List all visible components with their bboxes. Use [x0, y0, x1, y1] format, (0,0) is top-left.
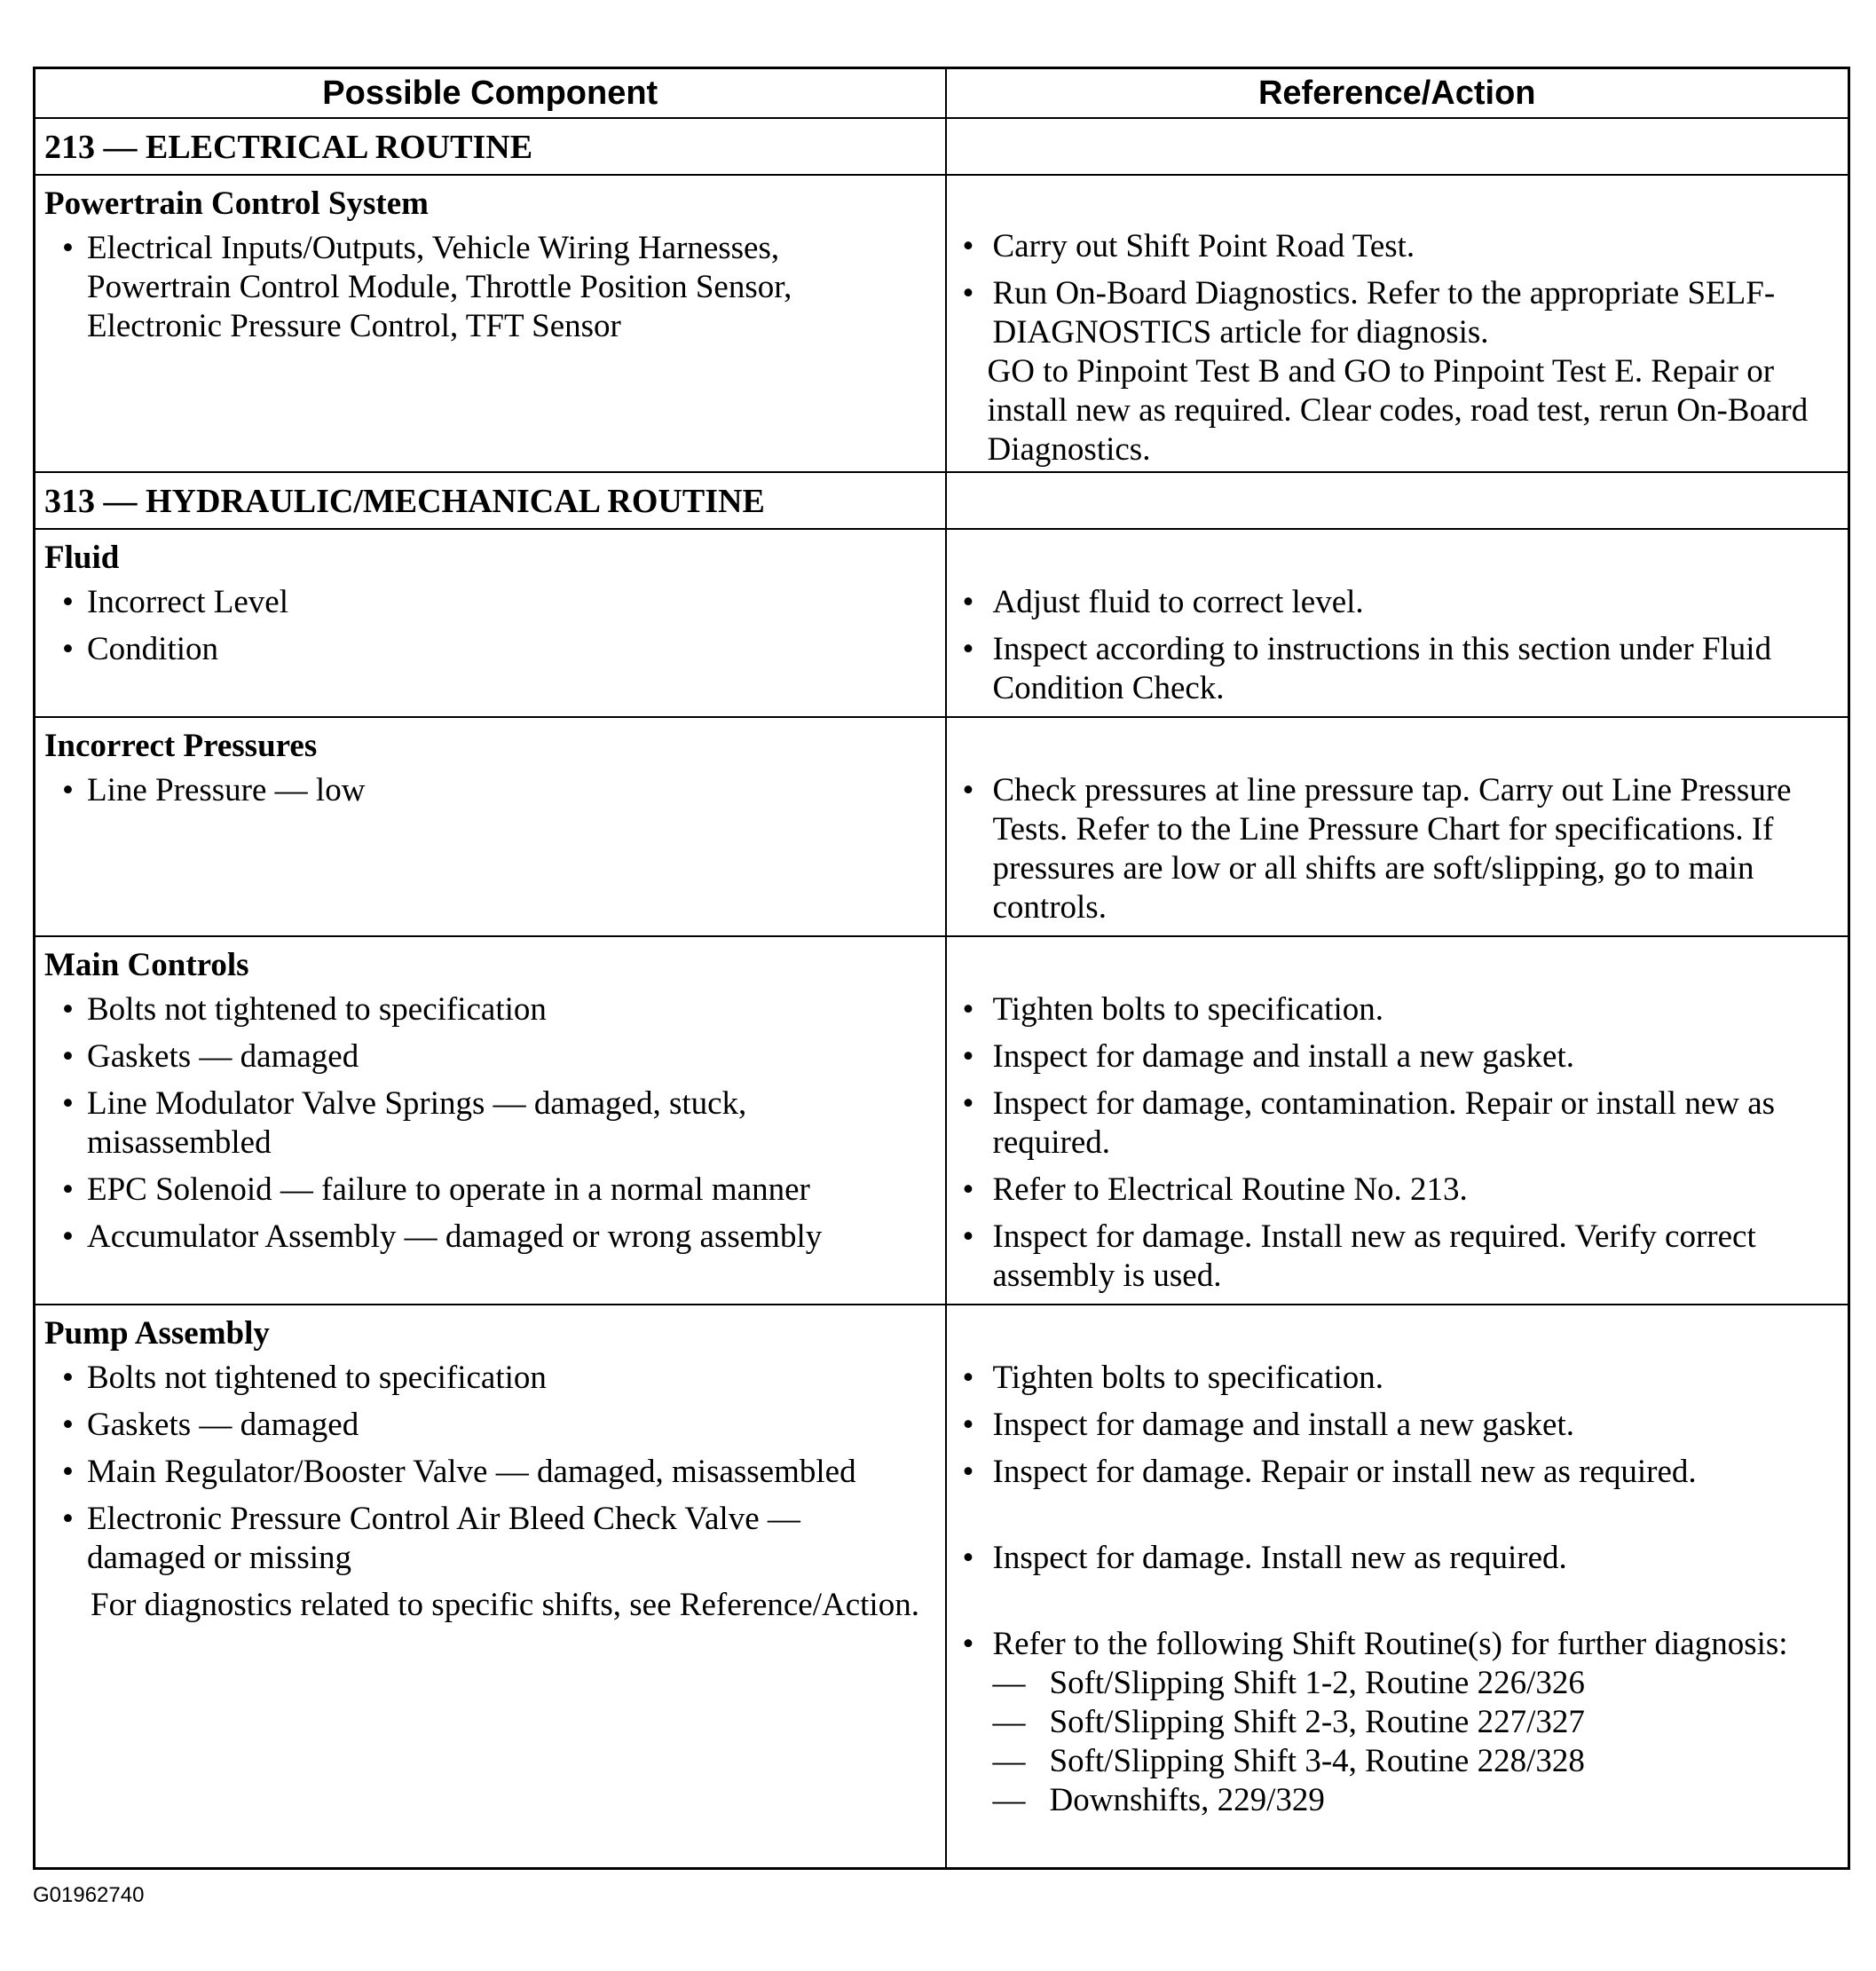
- list-item: • Inspect for damage. Repair or install new as required.: [993, 1453, 1848, 1492]
- routine-row-313: [35, 472, 1849, 529]
- component-heading: Pump Assembly: [44, 1315, 270, 1352]
- action-cell: [946, 175, 1849, 472]
- routine-title-313: 313 — HYDRAULIC/MECHANICAL ROUTINE: [35, 472, 946, 529]
- list-item: • Tighten bolts to specification.: [993, 990, 1848, 1029]
- list-item: • Line Modulator Valve Springs — damaged, stuck, misassembled: [87, 1084, 927, 1163]
- component-list: [35, 1359, 945, 1578]
- component-list: [35, 990, 945, 1257]
- list-item: • Inspect for damage. Install new as required.: [993, 1539, 1848, 1578]
- column-header-component: Possible Component: [35, 68, 946, 119]
- table-header-row: [35, 68, 1849, 119]
- action-list: [947, 583, 1848, 708]
- action-cell: [946, 717, 1849, 936]
- list-item: — Soft/Slipping Shift 1-2, Routine 226/326: [993, 1664, 1848, 1703]
- diagnostic-table-sheet: [33, 67, 1848, 1870]
- list-item: • Run On-Board Diagnostics. Refer to the appropriate SELF-DIAGNOSTICS article for diagnosis.: [993, 274, 1848, 352]
- list-item: • Line Pressure — low: [87, 771, 927, 810]
- routine-title-213: 213 — ELECTRICAL ROUTINE: [35, 118, 946, 175]
- list-item: • Inspect for damage and install a new gasket.: [993, 1406, 1848, 1445]
- component-note: For diagnostics related to specific shifts, see Reference/Action.: [91, 1587, 919, 1623]
- list-item: • Inspect for damage, contamination. Repair or install new as required.: [993, 1084, 1848, 1163]
- action-cell: [946, 1305, 1849, 1868]
- column-header-action: Reference/Action: [946, 68, 1849, 119]
- table-row: [35, 1305, 1849, 1868]
- list-item: — Soft/Slipping Shift 3-4, Routine 228/328: [993, 1742, 1848, 1781]
- component-heading: Incorrect Pressures: [44, 728, 318, 764]
- component-cell: [35, 936, 946, 1305]
- list-item: • EPC Solenoid — failure to operate in a normal manner: [87, 1171, 927, 1210]
- action-list: [947, 771, 1848, 927]
- list-item: • Check pressures at line pressure tap. Carry out Line Pressure Tests. Refer to the Line Pressure Chart for specifications. If pressures are low or all shifts are soft/slipping, go to main controls.: [993, 771, 1848, 927]
- list-item: • Refer to the following Shift Routine(s) for further diagnosis:: [993, 1625, 1848, 1664]
- list-item: • Bolts not tightened to specification: [87, 990, 927, 1029]
- action-list: [947, 227, 1848, 352]
- list-item: • Gaskets — damaged: [87, 1406, 927, 1445]
- list-item: • Accumulator Assembly — damaged or wrong assembly: [87, 1218, 927, 1257]
- component-heading: Fluid: [44, 540, 120, 576]
- table-row: [35, 717, 1849, 936]
- component-cell: [35, 529, 946, 717]
- action-cell: [946, 936, 1849, 1305]
- table-row: [35, 936, 1849, 1305]
- list-item: • Inspect for damage and install a new gasket.: [993, 1037, 1848, 1076]
- routine-empty-cell: [946, 472, 1849, 529]
- table-row: [35, 175, 1849, 472]
- list-item: • Carry out Shift Point Road Test.: [993, 227, 1848, 266]
- component-heading: Powertrain Control System: [44, 185, 429, 222]
- list-item: — Downshifts, 229/329: [993, 1781, 1848, 1820]
- action-continuation: GO to Pinpoint Test B and GO to Pinpoint Test E. Repair or install new as required. Clear codes, road test, rerun On-Board Diagnostics.: [987, 353, 1809, 468]
- figure-code: G01962740: [33, 1883, 145, 1907]
- list-item: • Condition: [87, 630, 927, 669]
- list-item: • Incorrect Level: [87, 583, 927, 622]
- component-list: [35, 771, 945, 810]
- list-item: — Soft/Slipping Shift 2-3, Routine 227/327: [993, 1703, 1848, 1742]
- list-item: • Bolts not tightened to specification: [87, 1359, 927, 1398]
- diagnostic-table: [33, 67, 1850, 1870]
- table-row: [35, 529, 1849, 717]
- component-list: [35, 583, 945, 669]
- routine-row-213: [35, 118, 1849, 175]
- list-item: • Gaskets — damaged: [87, 1037, 927, 1076]
- action-cell: [946, 529, 1849, 717]
- component-list: [35, 229, 945, 346]
- list-item: • Adjust fluid to correct level.: [993, 583, 1848, 622]
- component-heading: Main Controls: [44, 947, 249, 983]
- list-item: • Inspect for damage. Install new as required. Verify correct assembly is used.: [993, 1218, 1848, 1296]
- action-list: [947, 990, 1848, 1296]
- list-item: • Main Regulator/Booster Valve — damaged, misassembled: [87, 1453, 927, 1492]
- component-cell: [35, 1305, 946, 1868]
- list-item: • Electronic Pressure Control Air Bleed Check Valve — damaged or missing: [87, 1500, 927, 1578]
- list-item: • Refer to Electrical Routine No. 213.: [993, 1171, 1848, 1210]
- action-list: [947, 1359, 1848, 1664]
- list-item: • Electrical Inputs/Outputs, Vehicle Wiring Harnesses, Powertrain Control Module, Throttle Position Sensor, Electronic Pressure Control, TFT Sensor: [87, 229, 927, 346]
- shift-routine-list: [947, 1664, 1848, 1820]
- component-cell: [35, 717, 946, 936]
- routine-empty-cell: [946, 118, 1849, 175]
- component-cell: [35, 175, 946, 472]
- list-item: • Tighten bolts to specification.: [993, 1359, 1848, 1398]
- list-item: • Inspect according to instructions in this section under Fluid Condition Check.: [993, 630, 1848, 708]
